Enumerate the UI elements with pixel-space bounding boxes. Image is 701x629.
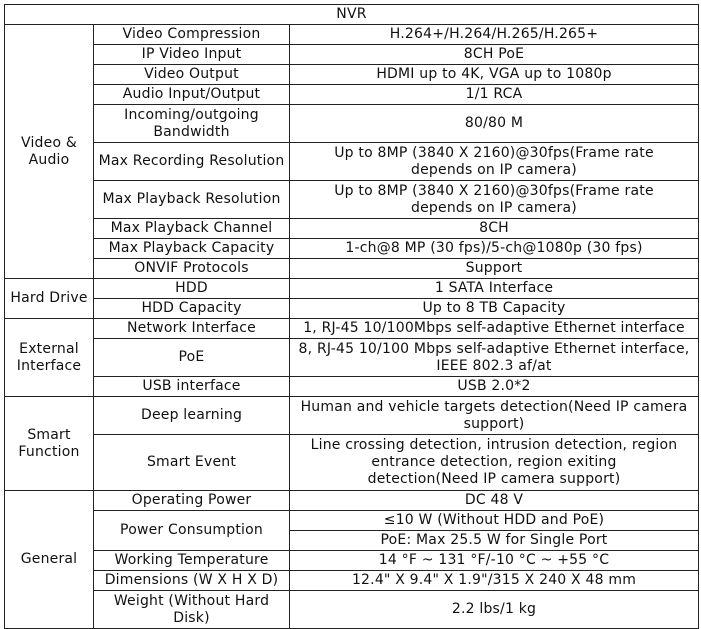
row-value <box>290 239 699 259</box>
row-label <box>94 377 290 397</box>
category-general <box>5 491 94 629</box>
spec-table <box>4 4 699 629</box>
row-value <box>290 219 699 239</box>
row-label <box>94 299 290 319</box>
label-line: Max Playback Resolution <box>102 191 281 207</box>
row-value <box>290 491 699 511</box>
row-value <box>290 279 699 299</box>
category-line: Interface <box>16 357 82 374</box>
label-line: USB interface <box>142 378 241 394</box>
row-label <box>94 319 290 339</box>
value-line: 1 SATA Interface <box>434 280 554 296</box>
label-line: HDD <box>175 280 208 296</box>
category-line: Function <box>18 443 80 460</box>
value-line: Up to 8MP (3840 X 2160)@30fps(Frame rate <box>334 182 654 199</box>
category-line: General <box>20 551 78 567</box>
value-line: 8, RJ-45 10/100 Mbps self-adaptive Ethernet interface, <box>298 340 690 357</box>
label-line: Network Interface <box>127 320 256 336</box>
row-label <box>94 25 290 45</box>
label-line: Operating Power <box>131 492 252 508</box>
value-line: 8CH <box>479 220 509 236</box>
value-line: 80/80 M <box>464 115 524 131</box>
row-label <box>94 339 290 377</box>
row-value <box>290 259 699 279</box>
label-line: Audio Input/Output <box>122 86 261 102</box>
label-line: IP Video Input <box>141 46 242 62</box>
category-line: Hard Drive <box>10 290 88 306</box>
row-value <box>290 299 699 319</box>
row-label <box>94 105 290 143</box>
value-line: Line crossing detection, intrusion detection, region <box>310 437 678 453</box>
row-label <box>94 143 290 181</box>
label-line: Video Compression <box>122 26 261 42</box>
value-line: 2.2 lbs/1 kg <box>451 601 537 617</box>
row-value <box>290 511 699 531</box>
label-line: Incoming/outgoing <box>124 106 259 123</box>
row-value <box>290 85 699 105</box>
table-title: NVR <box>5 5 699 25</box>
value-line: H.264+/H.264/H.265/H.265+ <box>389 26 599 42</box>
category-hard-drive <box>5 279 94 319</box>
row-label <box>94 551 290 571</box>
row-value <box>290 377 699 397</box>
label-line: Working Temperature <box>114 552 269 568</box>
row-value <box>290 319 699 339</box>
value-line: Support <box>465 260 523 276</box>
label-line: Max Recording Resolution <box>98 153 285 169</box>
category-video-audio <box>5 25 94 279</box>
label-line: Weight (Without Hard <box>113 592 270 609</box>
row-label <box>94 85 290 105</box>
row-label <box>94 511 290 551</box>
row-value <box>290 105 699 143</box>
label-line: Power Consumption <box>120 522 263 538</box>
category-smart-function <box>5 397 94 491</box>
row-label <box>94 491 290 511</box>
row-value <box>290 551 699 571</box>
value-line: Up to 8MP (3840 X 2160)@30fps(Frame rate <box>334 144 654 161</box>
row-value <box>290 435 699 491</box>
value-line: 1, RJ-45 10/100Mbps self-adaptive Ethernet interface <box>303 320 685 336</box>
label-line: ONVIF Protocols <box>134 260 249 276</box>
value-line: Up to 8 TB Capacity <box>422 300 566 316</box>
value-line: 8CH PoE <box>463 46 525 62</box>
value-line: 14 °F ~ 131 °F/-10 °C ~ +55 °C <box>378 552 610 568</box>
value-line: detection(Need IP camera support) <box>367 471 621 487</box>
row-value <box>290 65 699 85</box>
value-line: USB 2.0*2 <box>457 378 531 394</box>
value-line: entrance detection, region exiting <box>371 454 617 470</box>
row-label <box>94 279 290 299</box>
row-label <box>94 181 290 219</box>
row-value <box>290 181 699 219</box>
value-line: depends on IP camera) <box>411 161 577 178</box>
label-line: Smart Event <box>146 454 237 470</box>
value-line: PoE: Max 25.5 W for Single Port <box>380 532 608 548</box>
row-label <box>94 435 290 491</box>
value-line: HDMI up to 4K, VGA up to 1080p <box>376 66 612 82</box>
value-line: Human and vehicle targets detection(Need IP camera <box>300 398 688 415</box>
row-label <box>94 219 290 239</box>
category-line: Smart <box>27 426 71 443</box>
value-line: 1-ch@8 MP (30 fps)/5-ch@1080p (30 fps) <box>345 240 643 256</box>
row-value <box>290 45 699 65</box>
label-line: Dimensions (W X H X D) <box>104 572 279 588</box>
value-line: depends on IP camera) <box>411 199 577 216</box>
label-line: HDD Capacity <box>141 300 242 316</box>
value-line: IEEE 802.3 af/at <box>436 357 552 374</box>
value-line: 12.4" X 9.4" X 1.9"/315 X 240 X 48 mm <box>351 572 637 588</box>
row-label <box>94 571 290 591</box>
row-label <box>94 45 290 65</box>
row-label <box>94 397 290 435</box>
row-value <box>290 571 699 591</box>
label-line: PoE <box>178 349 205 365</box>
category-line: External <box>19 340 79 357</box>
label-line: Bandwidth <box>153 123 230 140</box>
row-value <box>290 339 699 377</box>
row-label <box>94 239 290 259</box>
row-value <box>290 531 699 551</box>
category-line: Video & <box>21 134 77 151</box>
row-label <box>94 591 290 629</box>
row-value <box>290 397 699 435</box>
value-line: DC 48 V <box>464 492 524 508</box>
row-value <box>290 143 699 181</box>
row-value <box>290 591 699 629</box>
label-line: Max Playback Channel <box>110 220 273 236</box>
value-line: 1/1 RCA <box>465 86 523 102</box>
row-value <box>290 25 699 45</box>
value-line: ≤10 W (Without HDD and PoE) <box>383 512 605 528</box>
label-line: Video Output <box>144 66 239 82</box>
label-line: Deep learning <box>140 407 243 423</box>
label-line: Max Playback Capacity <box>108 240 275 256</box>
label-line: Disk) <box>173 609 210 626</box>
row-label <box>94 65 290 85</box>
category-line: Audio <box>28 151 70 168</box>
row-label <box>94 259 290 279</box>
value-line: support) <box>463 415 525 432</box>
category-external-interface <box>5 319 94 397</box>
